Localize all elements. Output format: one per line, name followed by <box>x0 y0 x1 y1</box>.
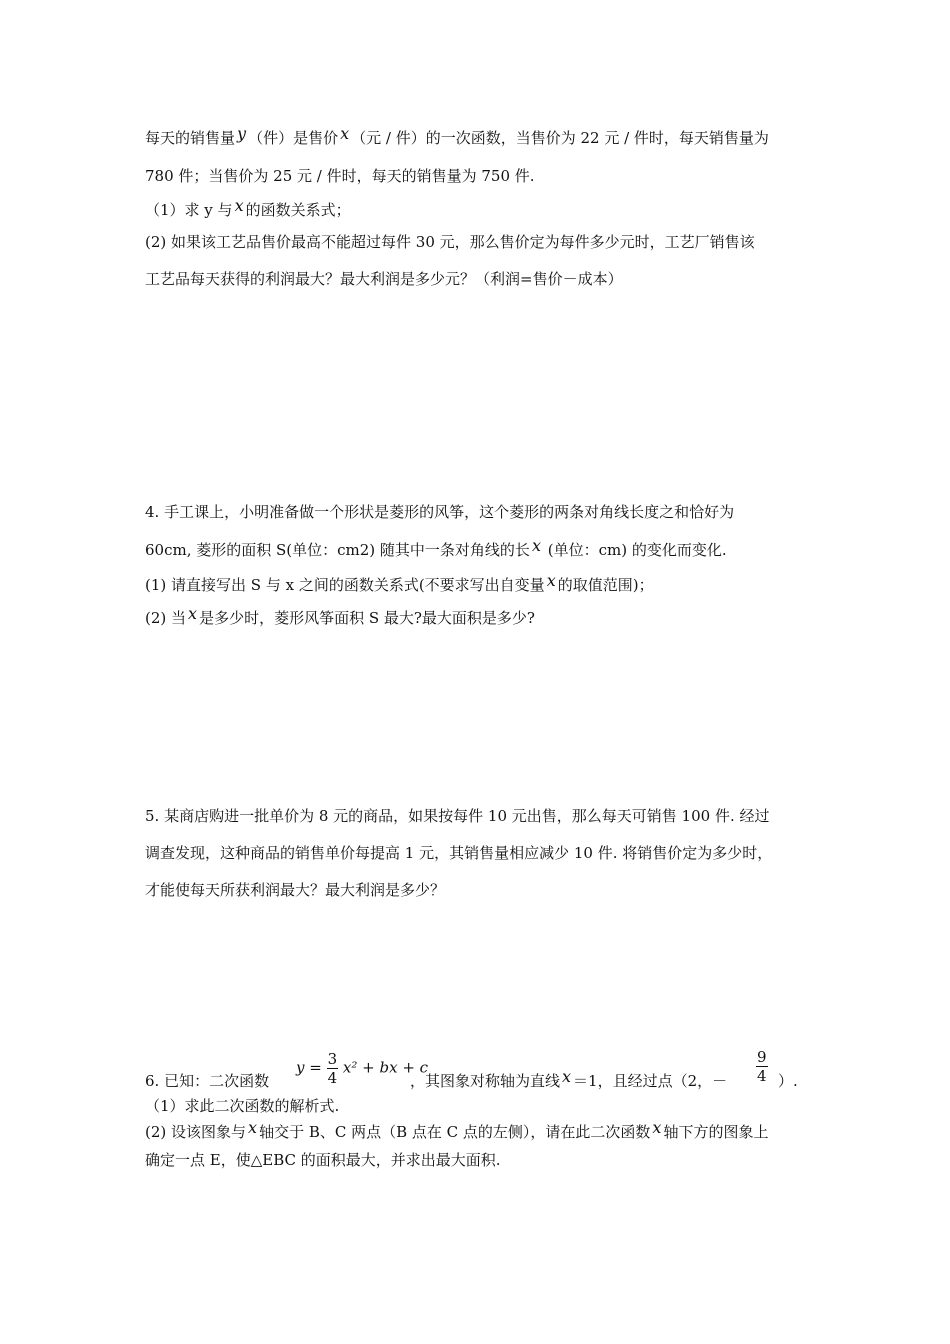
problem5-line3: 才能使每天所获利润最大？最大利润是多少？ <box>145 881 446 899</box>
problem4-question2 <box>145 604 535 628</box>
fraction-three-fourths <box>327 1050 339 1087</box>
text: ＝1，且经过点（2，－ <box>573 1072 728 1090</box>
quadratic-formula <box>296 1050 428 1087</box>
var-x: x <box>248 1118 258 1137</box>
text: （元 / 件）的一次函数，当售价为 22 元 / 件时，每天销售量为 <box>351 129 769 147</box>
problem3-line2: 780 件；当售价为 25 元 / 件时，每天的销售量为 750 件. <box>145 167 535 185</box>
text: (单位：cm) 的变化而变化. <box>542 541 727 559</box>
text: (1) 请直接写出 S 与 x 之间的函数关系式(不要求写出自变量 <box>145 576 545 594</box>
text: 的函数关系式； <box>245 201 351 219</box>
problem4-question1 <box>145 571 654 595</box>
var-x: x <box>188 604 198 623</box>
text: 是多少时，菱形风筝面积 S 最大?最大面积是多少? <box>199 609 535 627</box>
problem6-line1-suffix: ）. <box>778 1072 798 1090</box>
problem5-line1: 5. 某商店购进一批单价为 8 元的商品，如果按每件 10 元出售，那么每天可销售 100 件. 经过 <box>145 807 770 825</box>
var-x: x <box>340 124 350 143</box>
text: （1）求 y 与 <box>145 201 233 219</box>
text: （件）是售价 <box>248 129 339 147</box>
problem4-line1: 4. 手工课上，小明准备做一个形状是菱形的风筝，这个菱形的两条对角线长度之和恰好为 <box>145 503 735 521</box>
var-y: y <box>237 124 247 143</box>
problem5-line2: 调查发现，这种商品的销售单价每提高 1 元，其销售量相应减少 10 件. 将销售价定为多少时， <box>145 844 773 862</box>
problem3-question2-line1: (2) 如果该工艺品售价最高不能超过每件 30 元，那么售价定为每件多少元时，工艺厂销售该 <box>145 233 755 251</box>
problem6-question2-line2: 确定一点 E，使△EBC 的面积最大，并求出最大面积. <box>145 1151 501 1169</box>
formula-rest: x² + bx + c <box>342 1058 429 1077</box>
var-x: x <box>652 1118 662 1137</box>
problem3-line1 <box>145 124 769 148</box>
problem4-line2 <box>145 536 727 560</box>
fraction-nine-fourths <box>756 1048 768 1085</box>
fraction-numerator: 3 <box>327 1050 338 1068</box>
text: (2) 当 <box>145 609 187 627</box>
fraction-denominator: 4 <box>327 1069 338 1087</box>
text: 每天的销售量 <box>145 129 236 147</box>
point-fraction <box>756 1048 768 1085</box>
fraction-numerator: 9 <box>757 1048 767 1066</box>
problem6-line1-middle <box>410 1067 728 1091</box>
formula-lhs: y = <box>296 1058 322 1077</box>
var-x: x <box>546 571 556 590</box>
problem6-question2-line1 <box>145 1118 769 1142</box>
problem3-question1 <box>145 196 351 220</box>
problem3-question2-line2: 工艺品每天获得的利润最大？最大利润是多少元？（利润=售价－成本） <box>145 270 623 288</box>
fraction-denominator: 4 <box>757 1067 767 1085</box>
text: 的取值范围)； <box>557 576 654 594</box>
problem6-question1: （1）求此二次函数的解析式. <box>145 1097 340 1115</box>
text: 60cm, 菱形的面积 S(单位：cm2) 随其中一条对角线的长 <box>145 541 530 559</box>
var-x: x <box>531 536 541 555</box>
text: 轴交于 B、C 两点（B 点在 C 点的左侧），请在此二次函数 <box>259 1123 651 1141</box>
var-x: x <box>234 196 244 215</box>
var-x: x <box>562 1067 572 1086</box>
text: 轴下方的图象上 <box>663 1123 769 1141</box>
text: (2) 设该图象与 <box>145 1123 247 1141</box>
problem6-line1-prefix: 6. 已知：二次函数 <box>145 1072 270 1090</box>
text: ，其图象对称轴为直线 <box>410 1072 561 1090</box>
